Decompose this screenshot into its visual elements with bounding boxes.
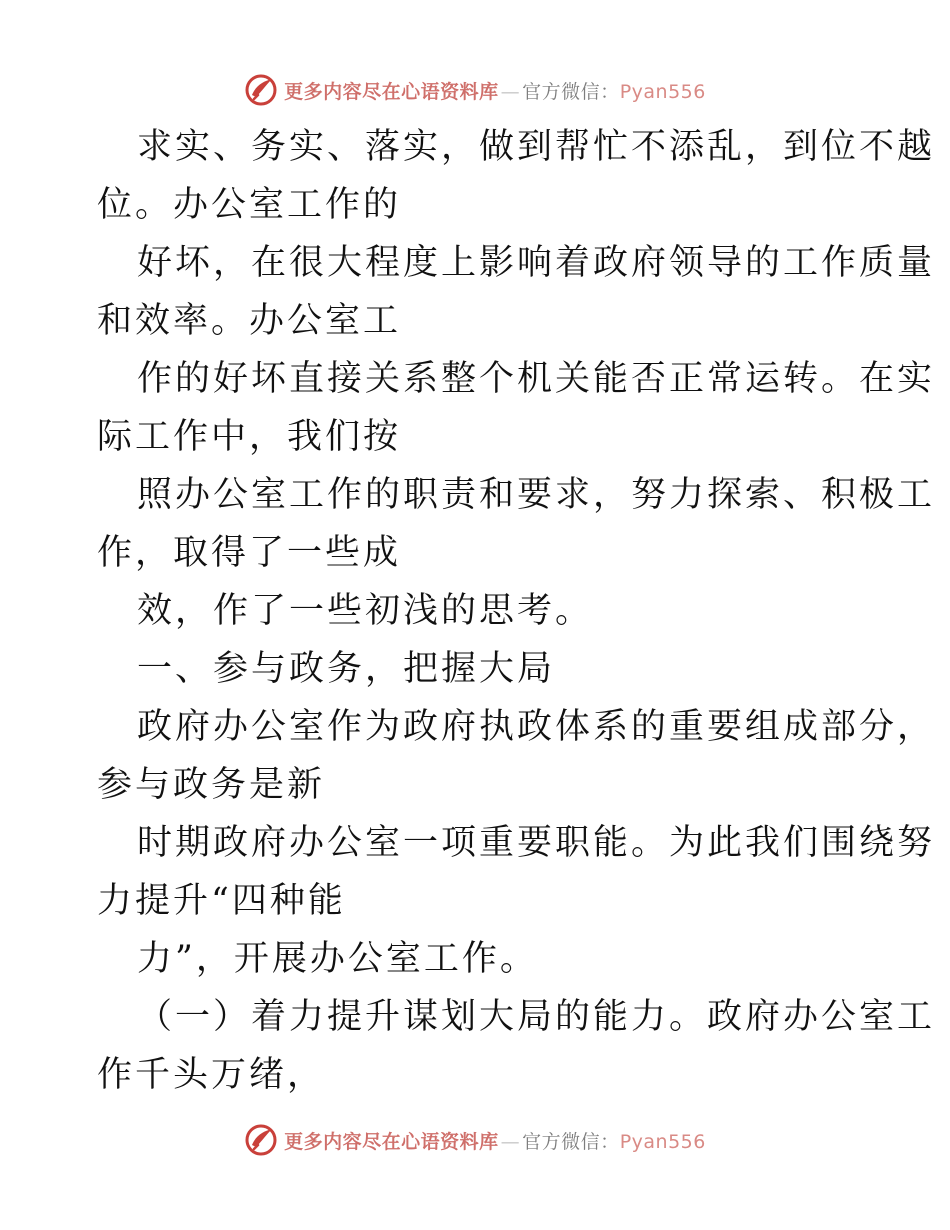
watermark-brand: 更多内容尽在心语资料库: [284, 1130, 499, 1153]
header-watermark: [0, 70, 950, 110]
text-line: 和效率。办公室工: [97, 301, 402, 341]
watermark-brand: 更多内容尽在心语资料库: [284, 80, 499, 103]
watermark-text: [284, 77, 706, 104]
watermark-text: [284, 1127, 706, 1154]
watermark-dash: —: [500, 80, 521, 103]
text-line: 参与政务是新: [97, 765, 326, 805]
watermark-label: 官方微信：: [522, 80, 620, 103]
watermark-dash: —: [500, 1130, 521, 1153]
text-line: 力”，开展办公室工作。: [137, 939, 538, 979]
text-line: 位。办公室工作的: [97, 185, 402, 225]
text-line: 求实、务实、落实，做到帮忙不添乱，到位不越: [137, 127, 936, 167]
watermark-label: 官方微信：: [522, 1130, 620, 1153]
text-line: 政府办公室作为政府执政体系的重要组成部分，: [137, 707, 936, 747]
watermark-id: Pyan556: [619, 1130, 706, 1153]
text-line: 际工作中，我们按: [97, 417, 402, 457]
brush-logo-icon: [244, 73, 278, 107]
text-line: 好坏，在很大程度上影响着政府领导的工作质量: [137, 243, 936, 283]
text-line: （一）着力提升谋划大局的能力。政府办公室工: [137, 997, 936, 1037]
text-line: 照办公室工作的职责和要求，努力探索、积极工: [137, 475, 936, 515]
watermark-id: Pyan556: [619, 80, 706, 103]
text-line: 作的好坏直接关系整个机关能否正常运转。在实: [137, 359, 936, 399]
text-line: 时期政府办公室一项重要职能。为此我们围绕努: [137, 823, 936, 863]
footer-watermark: [0, 1120, 950, 1160]
text-line: 作千头万绪，: [97, 1055, 326, 1095]
text-line: 力提升“四种能: [97, 881, 346, 921]
document-body: [97, 118, 936, 1104]
text-line: 效，作了一些初浅的思考。: [137, 591, 594, 631]
text-line: 作，取得了一些成: [97, 533, 402, 573]
brush-logo-icon: [244, 1123, 278, 1157]
text-line: 一、参与政务，把握大局: [137, 649, 556, 689]
